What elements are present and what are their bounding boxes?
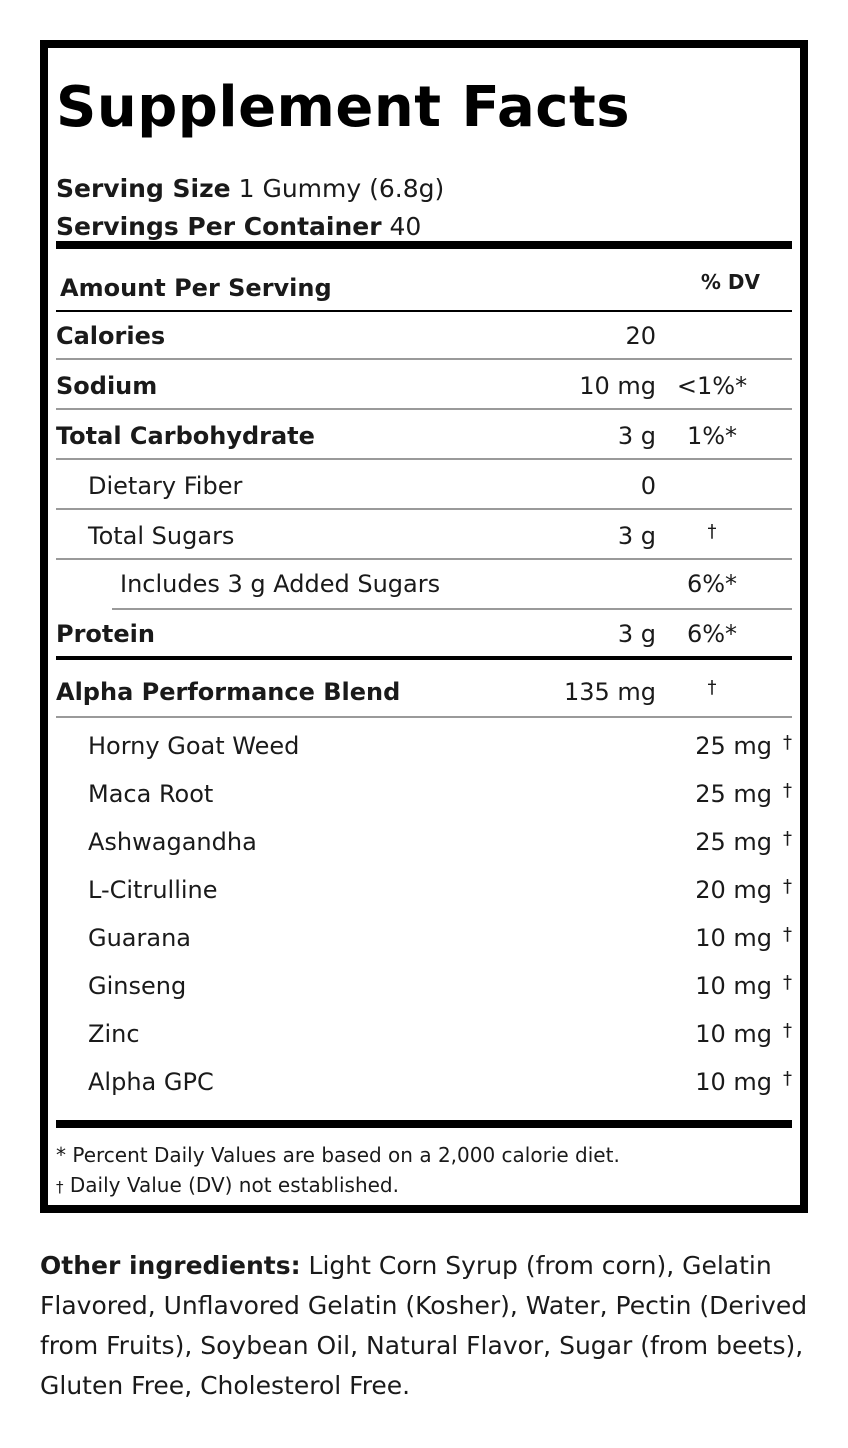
nutrient-dv: 6%* [686,620,738,648]
nutrient-row-dietary-fiber [56,470,792,502]
blend-item-name: Zinc [88,1020,140,1048]
blend-item-amount: 20 mg [695,876,772,904]
blend-item-amount: 25 mg [695,732,772,760]
nutrient-name: Calories [56,322,166,350]
amount-header [56,272,792,304]
blend-item-amount: 10 mg [695,972,772,1000]
blend-item-amount: 25 mg [695,780,772,808]
footnote-dagger [56,1175,399,1195]
dagger-symbol: † [56,1178,64,1196]
blend-item [56,970,792,1002]
servings-per-container [56,214,421,239]
blend-item [56,922,792,954]
blend-item-dv: † [783,972,792,993]
nutrient-name: Total Carbohydrate [56,422,315,450]
row-divider [56,358,792,360]
blend-item-amount: 25 mg [695,828,772,856]
row-divider [56,508,792,510]
footnote-dagger-text: Daily Value (DV) not established. [63,1173,399,1197]
blend-item [56,1066,792,1098]
blend-item [56,874,792,906]
blend-row [56,676,792,708]
blend-item [56,826,792,858]
blend-item-dv: † [783,828,792,849]
row-divider [56,458,792,460]
blend-item-name: Guarana [88,924,192,952]
row-divider [56,408,792,410]
blend-item-name: Alpha GPC [88,1068,214,1096]
nutrient-dv: 1%* [686,422,738,450]
blend-item-amount: 10 mg [695,1068,772,1096]
blend-rule [56,656,792,660]
nutrient-row-calories [56,320,792,352]
nutrient-dv: <1%* [676,372,748,400]
row-divider [56,558,792,560]
nutrient-name: Includes 3 g Added Sugars [120,570,441,598]
servings-per-container-label: Servings Per Container [56,212,382,241]
thick-rule-bottom [56,1120,792,1128]
other-ingredients [40,1246,810,1406]
nutrient-amount: 20 [625,322,656,350]
blend-item-name: Horny Goat Weed [88,732,300,760]
nutrient-amount: 10 mg [579,372,656,400]
row-divider [56,716,792,718]
dv-label: % DV [700,270,760,294]
other-ingredients-text: Light Corn Syrup (from corn), Gelatin Flavored, Unflavored Gelatin (Kosher), Water, Pectin (Derived from Fruits), Soybean Oil, Natural Flavor, Sugar (from beets), Gluten Free, Cholesterol Free. [40,1251,808,1400]
blend-item-dv: † [783,876,792,897]
blend-item-name: Ginseng [88,972,187,1000]
blend-item [56,1018,792,1050]
blend-name: Alpha Performance Blend [56,678,401,706]
blend-item-name: L-Citrulline [88,876,218,904]
nutrient-name: Protein [56,620,155,648]
nutrient-name: Dietary Fiber [88,472,243,500]
servings-per-container-value: 40 [389,212,422,241]
blend-dv: † [707,677,717,698]
supplement-facts-panel [40,40,808,1213]
blend-item-dv: † [783,732,792,753]
nutrient-row-added-sugars [56,568,792,600]
nutrient-amount: 3 g [617,522,656,550]
serving-size-label: Serving Size [56,174,231,203]
nutrient-dv: † [707,521,717,542]
blend-item-name: Ashwagandha [88,828,257,856]
nutrient-amount: 3 g [617,620,656,648]
panel-title: Supplement Facts [56,75,631,140]
blend-item-dv: † [783,924,792,945]
nutrient-amount: 0 [640,472,656,500]
blend-amount: 135 mg [563,678,656,706]
blend-item-amount: 10 mg [695,1020,772,1048]
serving-size-value: 1 Gummy (6.8g) [238,174,445,203]
nutrient-row-total-sugars [56,520,792,552]
nutrient-amount: 3 g [617,422,656,450]
thick-rule-top [56,241,792,249]
blend-item [56,730,792,762]
footnote-percent: * Percent Daily Values are based on a 2,000 calorie diet. [56,1143,620,1167]
header-rule [56,310,792,312]
blend-item-dv: † [783,780,792,801]
nutrient-name: Total Sugars [88,522,235,550]
blend-item-name: Maca Root [88,780,214,808]
nutrient-row-sodium [56,370,792,402]
nutrient-row-protein [56,618,792,650]
blend-item [56,778,792,810]
nutrient-dv: 6%* [686,570,738,598]
blend-item-dv: † [783,1068,792,1089]
nutrient-row-total-carbohydrate [56,420,792,452]
blend-item-dv: † [783,1020,792,1041]
nutrient-name: Sodium [56,372,158,400]
serving-size [56,176,444,201]
other-ingredients-label: Other ingredients: [40,1251,301,1280]
row-divider [112,608,792,610]
blend-item-amount: 10 mg [695,924,772,952]
amount-per-serving-label: Amount Per Serving [60,274,332,302]
